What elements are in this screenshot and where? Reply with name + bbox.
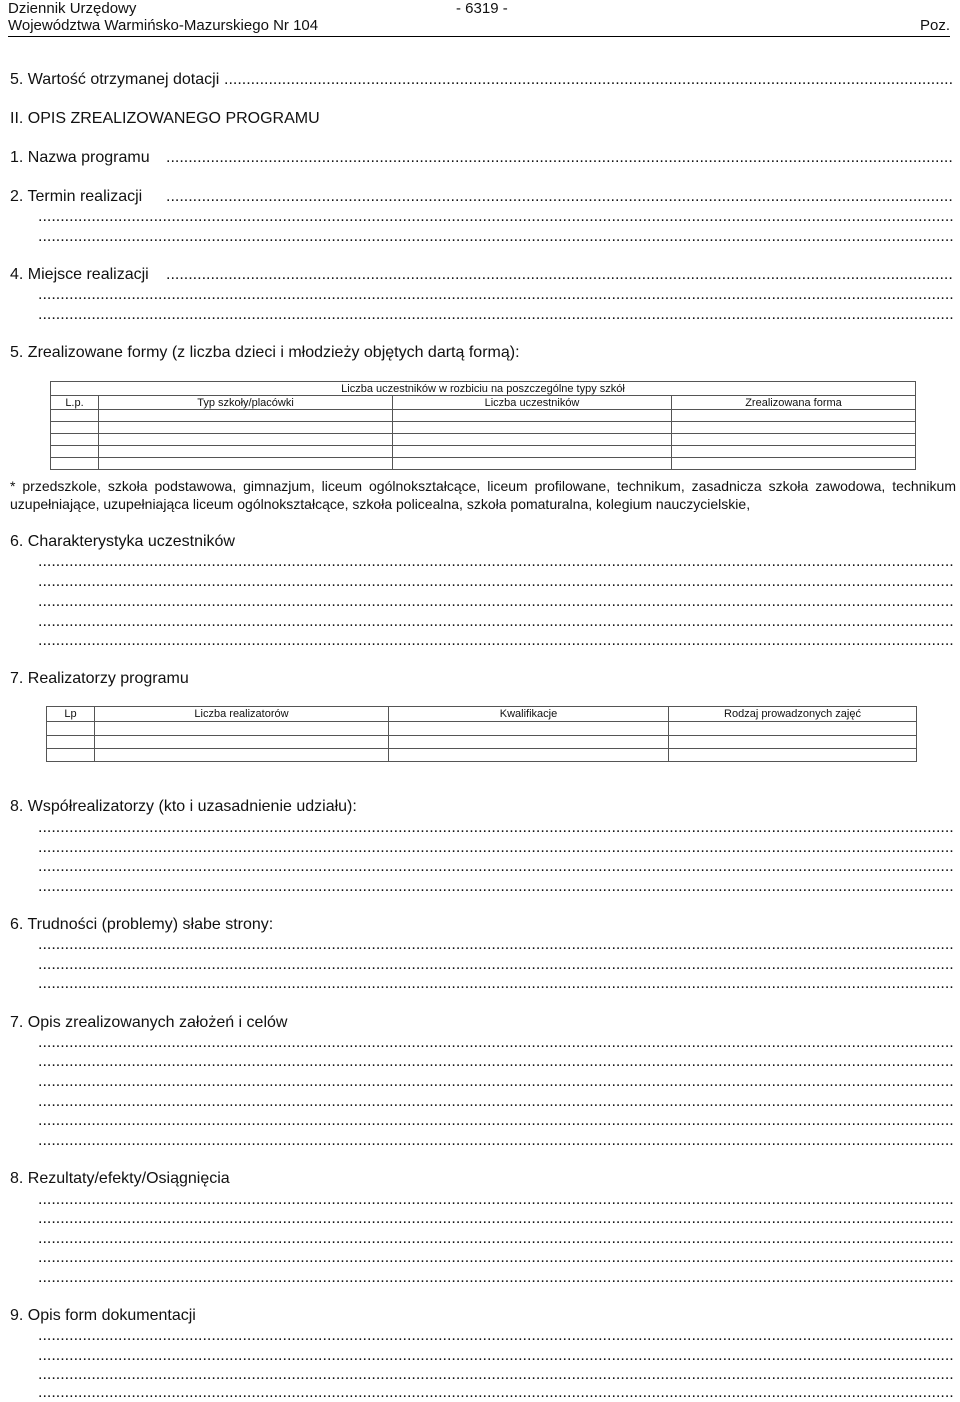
termin-dotted-line bbox=[38, 227, 954, 246]
item-zalozenia-label: 7. Opis zrealizowanych założeń i celów bbox=[10, 1014, 288, 1031]
item-dokumentacja-label: 9. Opis form dokumentacji bbox=[10, 1307, 196, 1324]
realizers-table-col-lp: Lp bbox=[47, 707, 95, 722]
journal-title: Dziennik Urzędowy bbox=[8, 0, 137, 17]
table-row bbox=[51, 422, 916, 434]
zalozenia-dotted-line bbox=[38, 1131, 954, 1150]
dokumentacja-dotted-line bbox=[38, 1383, 954, 1402]
trudnosci-dotted-line bbox=[38, 955, 954, 974]
wspolrealizatorzy-dotted-line bbox=[38, 818, 954, 837]
realizers-table bbox=[46, 706, 917, 762]
item-wspolrealizatorzy-label: 8. Współrealizatorzy (kto i uzasadnienie udziału): bbox=[10, 798, 357, 815]
rezultaty-dotted-line bbox=[38, 1268, 954, 1287]
item-rezultaty-label: 8. Rezultaty/efekty/Osiągnięcia bbox=[10, 1170, 230, 1187]
table-row bbox=[51, 446, 916, 458]
forms-table-col-form: Zrealizowana forma bbox=[672, 396, 916, 410]
rezultaty-dotted-line bbox=[38, 1229, 954, 1248]
charakterystyka-dotted-line bbox=[38, 612, 954, 631]
item-charakterystyka-label: 6. Charakterystyka uczestników bbox=[10, 533, 235, 550]
trudnosci-dotted-line bbox=[38, 974, 954, 993]
charakterystyka-dotted-line bbox=[38, 552, 954, 571]
wspolrealizatorzy-dotted-line bbox=[38, 857, 954, 876]
rezultaty-dotted-line bbox=[38, 1248, 954, 1267]
table-row bbox=[51, 458, 916, 470]
zalozenia-dotted-line bbox=[38, 1111, 954, 1130]
section-ii-heading: II. OPIS ZREALIZOWANEGO PROGRAMU bbox=[10, 110, 320, 127]
charakterystyka-dotted-line bbox=[38, 572, 954, 591]
forms-table-group-header: Liczba uczestników w rozbiciu na poszczególne typy szkół bbox=[51, 382, 916, 396]
dotacja-dotted-line bbox=[224, 70, 954, 89]
zalozenia-dotted-line bbox=[38, 1072, 954, 1091]
miejsce-dotted-line bbox=[38, 285, 954, 304]
trudnosci-dotted-line bbox=[38, 935, 954, 954]
rezultaty-dotted-line bbox=[38, 1209, 954, 1228]
miejsce-dotted-line bbox=[38, 305, 954, 324]
item-realizatorzy-label: 7. Realizatorzy programu bbox=[10, 670, 189, 687]
zalozenia-dotted-line bbox=[38, 1092, 954, 1111]
journal-subtitle: Województwa Warmińsko-Mazurskiego Nr 104 bbox=[8, 17, 319, 34]
forms-table-col-count: Liczba uczestników bbox=[393, 396, 672, 410]
table-row bbox=[51, 410, 916, 422]
realizers-table-col-qualifications: Kwalifikacje bbox=[389, 707, 669, 722]
charakterystyka-dotted-line bbox=[38, 631, 954, 650]
footnote-school-types: * przedszkole, szkoła podstawowa, gimnazjum, liceum ogólnokształcące, liceum profilowane, technikum, zasadnicza szkoła zawodowa, technikum uzupełniające, uzupełniająca liceum ogólnokształcące, szkoła policealna, szkoła pomaturalna, kolegium nauczycielskie, bbox=[10, 478, 956, 512]
termin-dotted-line bbox=[166, 187, 954, 206]
zalozenia-dotted-line bbox=[38, 1052, 954, 1071]
item-dotacja-label: 5. Wartość otrzymanej dotacji bbox=[10, 71, 220, 88]
termin-dotted-line bbox=[38, 207, 954, 226]
zalozenia-dotted-line bbox=[38, 1033, 954, 1052]
rezultaty-dotted-line bbox=[38, 1190, 954, 1209]
item-trudnosci-label: 6. Trudności (problemy) słabe strony: bbox=[10, 916, 274, 933]
position-label: Poz. bbox=[919, 17, 950, 34]
charakterystyka-dotted-line bbox=[38, 592, 954, 611]
nazwa-dotted-line bbox=[166, 148, 954, 167]
wspolrealizatorzy-dotted-line bbox=[38, 838, 954, 857]
table-row bbox=[51, 434, 916, 446]
page-number: - 6319 - bbox=[456, 0, 508, 17]
dokumentacja-dotted-line bbox=[38, 1326, 954, 1345]
table-row bbox=[47, 722, 917, 736]
table-row bbox=[47, 749, 917, 762]
dokumentacja-dotted-line bbox=[38, 1346, 954, 1365]
forms-table-col-type: Typ szkoły/placówki bbox=[99, 396, 393, 410]
forms-table-col-lp: L.p. bbox=[51, 396, 99, 410]
dokumentacja-dotted-line bbox=[38, 1365, 954, 1384]
realizers-table-col-count: Liczba realizatorów bbox=[95, 707, 389, 722]
realizers-table-col-activities: Rodzaj prowadzonych zajęć bbox=[669, 707, 917, 722]
item-miejsce-label: 4. Miejsce realizacji bbox=[10, 266, 149, 283]
item-termin-label: 2. Termin realizacji bbox=[10, 188, 143, 205]
miejsce-dotted-line bbox=[166, 265, 954, 284]
wspolrealizatorzy-dotted-line bbox=[38, 877, 954, 896]
table-row bbox=[47, 736, 917, 749]
page-header bbox=[8, 0, 950, 37]
forms-table bbox=[50, 381, 916, 470]
item-nazwa-label: 1. Nazwa programu bbox=[10, 149, 150, 166]
item-formy-label: 5. Zrealizowane formy (z liczba dzieci i młodzieży objętych dartą formą): bbox=[10, 344, 520, 361]
